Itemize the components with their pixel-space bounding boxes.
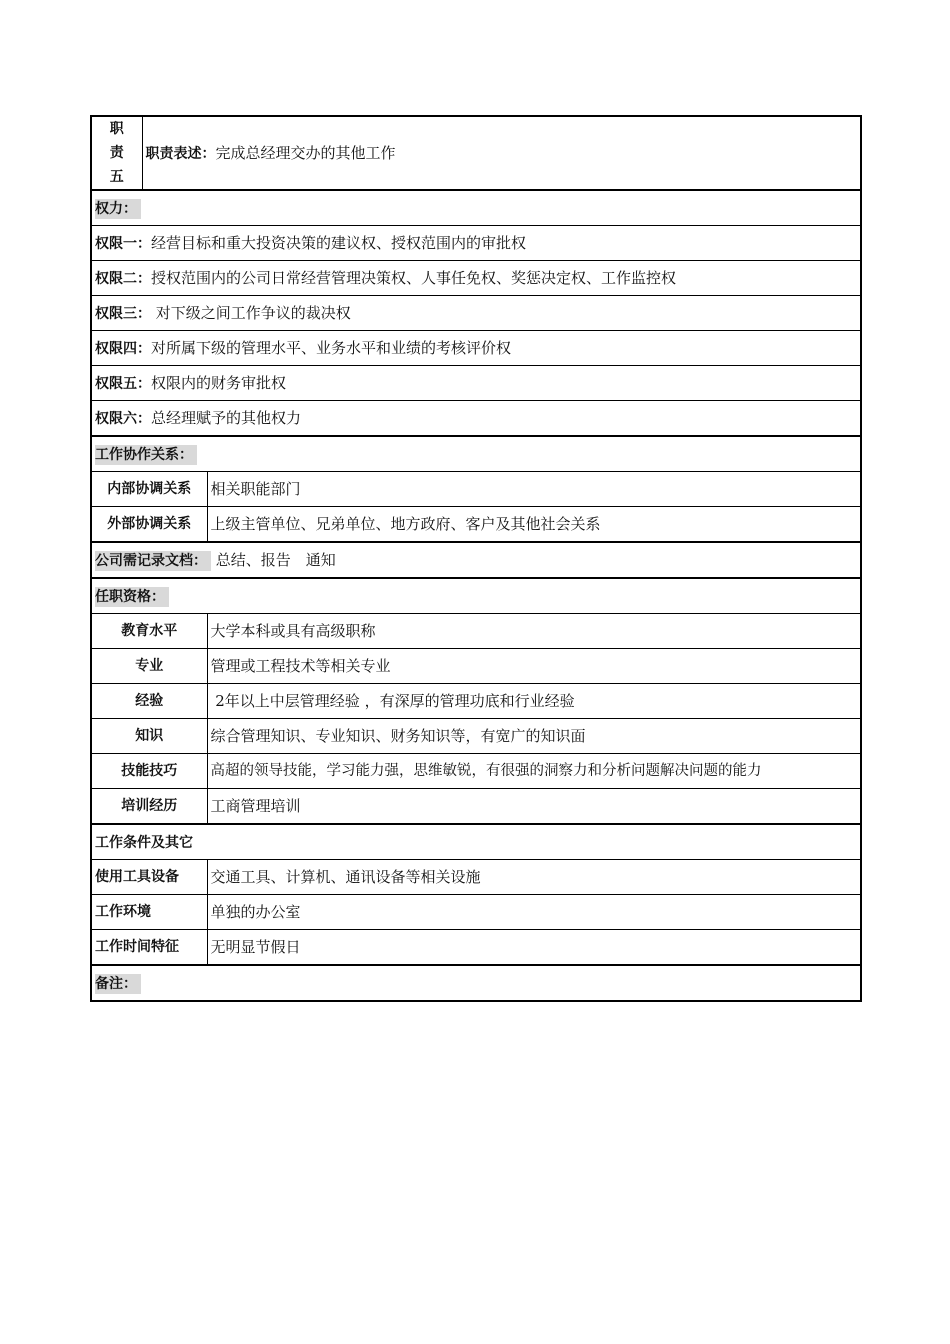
records-text: 总结、报告 通知 <box>215 550 336 569</box>
conditions-heading: 工作条件及其它 <box>95 834 193 851</box>
duty5-label-char: 职 <box>109 121 124 137</box>
qualification-label: 知识 <box>91 719 207 754</box>
qualification-row <box>91 649 861 684</box>
power-label: 权限三： <box>95 305 151 322</box>
condition-label: 使用工具设备 <box>91 860 207 895</box>
qualification-label: 专业 <box>91 649 207 684</box>
duty5-desc-label: 职责表述： <box>145 145 216 162</box>
records-heading: 公司需记录文档： <box>95 551 211 571</box>
notes-row <box>91 965 861 1001</box>
power-label: 权限一： <box>95 235 151 252</box>
condition-label: 工作时间特征 <box>91 930 207 966</box>
power-label: 权限四： <box>95 340 151 357</box>
notes-heading: 备注： <box>95 974 141 994</box>
power-row <box>91 366 861 401</box>
duty5-row <box>91 116 861 190</box>
qualification-row <box>91 789 861 825</box>
qualification-row <box>91 614 861 649</box>
power-text: 授权范围内的公司日常经营管理决策权、人事任免权、奖惩决定权、工作监控权 <box>151 268 677 287</box>
power-label: 权限五： <box>95 375 151 392</box>
duty5-label-char: 五 <box>109 169 124 185</box>
qualification-value: 综合管理知识、专业知识、财务知识等，有宽广的知识面 <box>207 719 861 754</box>
powers-heading-row <box>91 190 861 226</box>
duty5-desc-text: 完成总经理交办的其他工作 <box>215 143 396 162</box>
power-row <box>91 226 861 261</box>
cooperation-label: 内部协调关系 <box>91 472 207 507</box>
job-description-table <box>90 115 862 1002</box>
qualification-row <box>91 754 861 789</box>
power-text: 经营目标和重大投资决策的建议权、授权范围内的审批权 <box>151 233 527 252</box>
qualification-row <box>91 684 861 719</box>
qualification-value: 2年以上中层管理经验 ，有深厚的管理功底和行业经验 <box>207 684 861 719</box>
conditions-heading-row <box>91 824 861 860</box>
powers-heading: 权力： <box>95 199 141 219</box>
power-row <box>91 331 861 366</box>
power-row <box>91 401 861 437</box>
power-text: 对所属下级的管理水平、业务水平和业绩的考核评价权 <box>151 338 512 357</box>
qualification-value: 工商管理培训 <box>207 789 861 825</box>
qualification-label: 培训经历 <box>91 789 207 825</box>
qualification-label: 技能技巧 <box>91 754 207 789</box>
qualification-value: 管理或工程技术等相关专业 <box>207 649 861 684</box>
qualification-label: 教育水平 <box>91 614 207 649</box>
qualification-value: 大学本科或具有高级职称 <box>207 614 861 649</box>
job-description-sheet <box>90 115 860 1002</box>
duty5-label-char: 责 <box>109 145 124 161</box>
power-text: 对下级之间工作争议的裁决权 <box>151 303 351 322</box>
qualifications-heading-row <box>91 578 861 614</box>
power-text: 总经理赋予的其他权力 <box>151 408 302 427</box>
cooperation-value: 相关职能部门 <box>207 472 861 507</box>
condition-label: 工作环境 <box>91 895 207 930</box>
qualification-label: 经验 <box>91 684 207 719</box>
condition-row <box>91 895 861 930</box>
duty5-description <box>142 116 861 190</box>
condition-row <box>91 930 861 966</box>
condition-value: 单独的办公室 <box>207 895 861 930</box>
power-label: 权限六： <box>95 410 151 427</box>
power-row <box>91 296 861 331</box>
power-text: 权限内的财务审批权 <box>151 373 287 392</box>
qualification-value: 高超的领导技能，学习能力强，思维敏锐，有很强的洞察力和分析问题解决问题的能力 <box>207 754 861 789</box>
power-row <box>91 261 861 296</box>
cooperation-label: 外部协调关系 <box>91 507 207 543</box>
qualifications-heading: 任职资格： <box>95 587 169 607</box>
power-label: 权限二： <box>95 270 151 287</box>
records-row <box>91 542 861 578</box>
condition-value: 无明显节假日 <box>207 930 861 966</box>
condition-row <box>91 860 861 895</box>
cooperation-row <box>91 472 861 507</box>
cooperation-heading-row <box>91 436 861 472</box>
cooperation-value: 上级主管单位、兄弟单位、地方政府、客户及其他社会关系 <box>207 507 861 543</box>
condition-value: 交通工具、计算机、通讯设备等相关设施 <box>207 860 861 895</box>
qualification-row <box>91 719 861 754</box>
cooperation-row <box>91 507 861 543</box>
duty5-label <box>91 116 142 190</box>
cooperation-heading: 工作协作关系： <box>95 445 197 465</box>
